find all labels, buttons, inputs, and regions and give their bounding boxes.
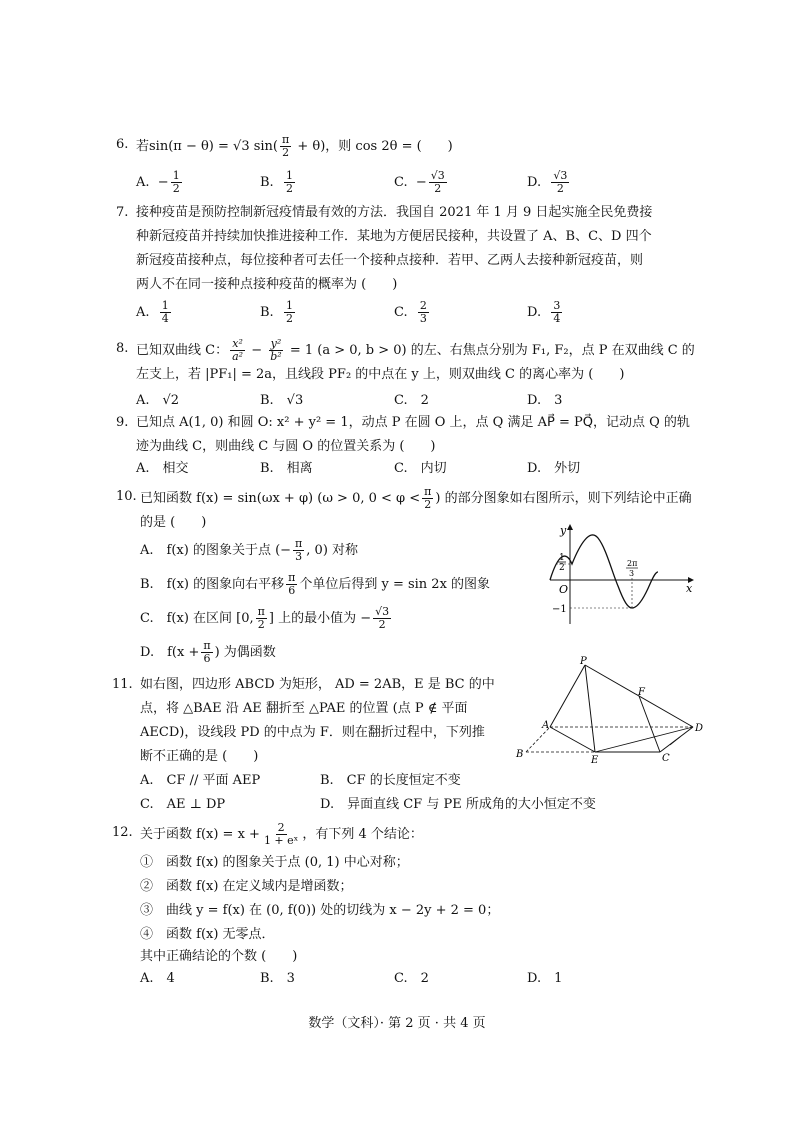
q11-option-a: A. CF // 平面 AEP [140, 773, 261, 788]
q6-option-b [260, 170, 297, 195]
q10-line-1 [140, 486, 692, 511]
q12-frac [262, 822, 300, 847]
q8-option-c: C. 2 [394, 393, 429, 408]
q9-option-c: C. 内切 [394, 461, 447, 476]
q7-option-c [394, 300, 431, 325]
fig-edge-PA [550, 665, 585, 727]
q8-line1-pre: 已知双曲线 C： [136, 343, 229, 358]
q9-option-d: D. 外切 [527, 461, 581, 476]
q8-minus: − [247, 343, 267, 358]
q9-line-2: 迹为曲线 C，则曲线 C 与圆 O 的位置关系为 ( ) [136, 439, 436, 454]
q9-option-b: B. 相离 [260, 461, 313, 476]
q6-c-sign: − [415, 175, 427, 190]
q8-frac-y [268, 338, 283, 363]
q11-line-2: 点，将 △BAE 沿 AE 翻折至 △PAE 的位置 (点 P ∉ 平面 [140, 701, 468, 716]
q7-b-d: 2 [285, 312, 293, 325]
q7-number: 7. [116, 205, 129, 220]
fig-label-F: F [638, 687, 645, 698]
q12-option-c: C. 2 [394, 971, 429, 986]
q7-c-n: 2 [419, 299, 427, 312]
fig-edge-CF [639, 696, 660, 752]
q9-line-1: 已知点 A(1, 0) 和圆 O: x² + y² = 1，动点 P 在圆 O 上，点 Q 满足 AP⃗ = PQ⃗，记动点 Q 的轨 [136, 415, 690, 430]
q6-stem-frac-d: 2 [282, 146, 290, 159]
q10-c-pre: C. f(x) 在区间 [0, [140, 611, 254, 626]
q12-option-b: B. 3 [260, 971, 295, 986]
graph-origin: O [559, 583, 569, 596]
q6-number: 6. [116, 137, 129, 152]
q8-line-2: 左支上，若 |PF₁| = 2a，且线段 PF₂ 的中点在 y 上，则双曲线 C 的离心率为 ( ) [136, 367, 625, 382]
fig-label-E: E [591, 755, 599, 766]
q10-line1-frac [422, 486, 433, 511]
q12-item-2: ② 函数 f(x) 在定义域内是增函数； [140, 879, 353, 894]
q10-line-2: 的是 ( ) [140, 515, 207, 530]
q7-option-d [527, 300, 564, 325]
q9-option-a: A. 相交 [136, 461, 189, 476]
q6-b-d: 2 [285, 182, 293, 195]
fig-label-D: D [695, 723, 704, 734]
q10-option-c [140, 606, 393, 631]
q7-option-b [260, 300, 297, 325]
q10-c-frac [256, 606, 267, 631]
q10-number: 10. [116, 489, 137, 504]
q6-d-label: D. [527, 175, 542, 190]
q10-line1-frac-d: 2 [424, 498, 432, 511]
fig-edge-DE [595, 727, 693, 752]
q10-d-frac [201, 640, 212, 665]
q7-line-1: 接种疫苗是预防控制新冠疫情最有效的方法．我国自 2021 年 1 月 9 日起实施全民免费接 [136, 205, 653, 220]
q8-frac-x [230, 338, 245, 363]
q10-c-n2: √3 [375, 605, 390, 618]
q10-line1-pre: 已知函数 f(x) = sin(ωx + φ) (ω > 0, 0 < φ < [140, 491, 421, 506]
q10-b-post: 个单位后得到 y = sin 2x 的图象 [299, 577, 491, 592]
q11-line-1: 如右图，四边形 ABCD 为矩形， AD = 2AB，E 是 BC 的中 [140, 677, 495, 692]
fig-label-P: P [580, 656, 587, 667]
q7-d-label: D. [527, 305, 542, 320]
q7-c-d: 3 [419, 312, 427, 325]
q6-d-frac [551, 170, 569, 195]
q6-c-frac [429, 170, 447, 195]
q10-c-n: π [257, 605, 265, 618]
q6-stem-post: + θ)，则 cos 2θ = ( ) [293, 139, 453, 154]
q6-stem-frac-n: π [282, 133, 290, 146]
q12-question: 其中正确结论的个数 ( ) [140, 949, 298, 964]
q12-frac-n: 2 [277, 821, 285, 834]
q11-number: 11. [112, 677, 133, 692]
q12-option-d: D. 1 [527, 971, 563, 986]
q8-f2-n: y² [270, 337, 282, 350]
q7-d-frac [551, 300, 562, 325]
q6-a-sign: − [157, 175, 169, 190]
q10-a-pre: A. f(x) 的图象关于点 (− [140, 543, 292, 558]
graph-y-arrow [567, 524, 573, 530]
q10-b-frac [286, 572, 297, 597]
graph-half-d: 2 [559, 563, 565, 573]
q7-a-n: 1 [161, 299, 169, 312]
q11-option-b: B. CF 的长度恒定不变 [320, 773, 461, 788]
q10-option-a [140, 538, 358, 563]
q11-fold-figure [510, 655, 710, 765]
q10-b-pre: B. f(x) 的图象向右平移 [140, 577, 285, 592]
q10-a-frac [293, 538, 304, 563]
fig-label-B: B [516, 749, 524, 760]
q12-stem-pre: 关于函数 f(x) = x + [140, 827, 260, 842]
graph-minus-one: −1 [552, 604, 567, 615]
q12-option-a: A. 4 [140, 971, 175, 986]
q7-d-d: 4 [553, 312, 561, 325]
q6-a-d: 2 [172, 182, 180, 195]
q10-b-n: π [288, 571, 296, 584]
q10-a-n: π [295, 537, 303, 550]
q10-c-d2: 2 [378, 618, 386, 631]
q7-c-label: C. [394, 305, 408, 320]
q12-frac-d: 1 + eˣ [263, 834, 299, 847]
q7-option-a [136, 300, 173, 325]
q6-b-n: 1 [285, 169, 293, 182]
q10-option-b [140, 572, 490, 597]
q10-sine-graph [540, 520, 700, 630]
q8-line1-post: = 1 (a > 0, b > 0) 的左、右焦点分别为 F₁, F₂，点 P 在双曲线 C 的 [285, 343, 695, 358]
q8-option-d: D. 3 [527, 393, 563, 408]
q6-a-frac [171, 170, 182, 195]
q7-b-label: B. [260, 305, 274, 320]
q10-c-mid: ] 上的最小值为 − [268, 611, 372, 626]
q7-b-n: 1 [285, 299, 293, 312]
q7-b-frac [284, 300, 295, 325]
q12-item-4: ④ 函数 f(x) 无零点． [140, 927, 275, 942]
q12-item-3: ③ 曲线 y = f(x) 在 (0, f(0)) 处的切线为 x − 2y + 2 = 0； [140, 903, 500, 918]
fig-edge-PE [585, 665, 595, 752]
q8-f1-n: x² [232, 337, 243, 350]
graph-y-label: y [560, 524, 567, 537]
q10-d-pre: D. f(x + [140, 645, 200, 660]
q12-number: 12. [112, 825, 133, 840]
q10-d-post: ) 为偶函数 [214, 645, 276, 660]
q6-b-frac [284, 170, 295, 195]
fig-edge-AE [550, 727, 595, 752]
graph-sine-curve [550, 535, 658, 608]
q10-a-d: 3 [295, 550, 303, 563]
q10-line1-post: ) 的部分图象如右图所示，则下列结论中正确 [435, 491, 692, 506]
q6-d-d: 2 [556, 182, 564, 195]
q11-option-c: C. AE ⊥ DP [140, 797, 226, 812]
q8-number: 8. [116, 341, 129, 356]
graph-tick-n: 2π [627, 559, 638, 568]
q8-option-a: A. √2 [136, 393, 180, 408]
fig-label-A: A [542, 720, 550, 731]
q12-stem-post: ，有下列 4 个结论： [302, 827, 423, 842]
q8-f1-d: a² [232, 350, 244, 363]
q11-line-4: 断不正确的是 ( ) [140, 749, 259, 764]
graph-half-n: 1 [559, 553, 565, 563]
q10-c-frac2 [373, 606, 391, 631]
q7-a-label: A. [136, 305, 150, 320]
q11-option-d: D. 异面直线 CF 与 PE 所成角的大小恒定不变 [320, 797, 596, 812]
q6-option-c [394, 170, 449, 195]
q7-a-frac [160, 300, 171, 325]
q6-b-label: B. [260, 175, 274, 190]
q6-option-d [527, 170, 571, 195]
q10-option-d [140, 640, 276, 665]
q7-line-2: 种新冠疫苗并持续加快推进接种工作．某地为方便居民接种，共设置了 A、B、C、D 四个 [136, 229, 652, 244]
q6-c-d: 2 [434, 182, 442, 195]
q10-b-d: 6 [288, 584, 296, 597]
q8-line-1 [136, 338, 695, 363]
q10-c-d: 2 [257, 618, 265, 631]
q9-number: 9. [116, 415, 129, 430]
q6-option-a [136, 170, 184, 195]
fig-tick-C [670, 737, 680, 745]
q6-c-n: √3 [430, 169, 445, 182]
q6-stem-pre: 若sin(π − θ) = √3 sin( [136, 139, 278, 154]
graph-tick-d: 3 [629, 569, 635, 578]
q11-line-3: AECD)，设线段 PD 的中点为 F．则在翻折过程中，下列推 [140, 725, 485, 740]
q6-a-n: 1 [172, 169, 180, 182]
q10-line1-frac-n: π [424, 485, 432, 498]
q6-c-label: C. [394, 175, 408, 190]
q7-d-n: 3 [553, 299, 561, 312]
q7-a-d: 4 [161, 312, 169, 325]
q6-stem [136, 134, 453, 159]
q7-c-frac [418, 300, 429, 325]
fig-label-C: C [662, 753, 670, 764]
q10-d-n: π [203, 639, 211, 652]
q12-item-1: ① 函数 f(x) 的图象关于点 (0, 1) 中心对称； [140, 855, 409, 870]
q8-option-b: B. √3 [260, 393, 304, 408]
q6-d-n: √3 [553, 169, 568, 182]
q12-stem [140, 822, 423, 847]
graph-x-label: x [686, 582, 693, 595]
q7-line-4: 两人不在同一接种点接种疫苗的概率为 ( ) [136, 277, 398, 292]
page-footer: 数学（文科）· 第 2 页 · 共 4 页 [308, 1016, 486, 1031]
q8-f2-d: b² [270, 350, 282, 363]
q7-line-3: 新冠疫苗接种点，每位接种者可去任一个接种点接种．若甲、乙两人去接种新冠疫苗，则 [136, 253, 644, 268]
q10-a-post: , 0) 对称 [306, 543, 359, 558]
q10-d-d: 6 [203, 652, 211, 665]
q6-stem-frac [280, 134, 291, 159]
q6-a-label: A. [136, 175, 150, 190]
